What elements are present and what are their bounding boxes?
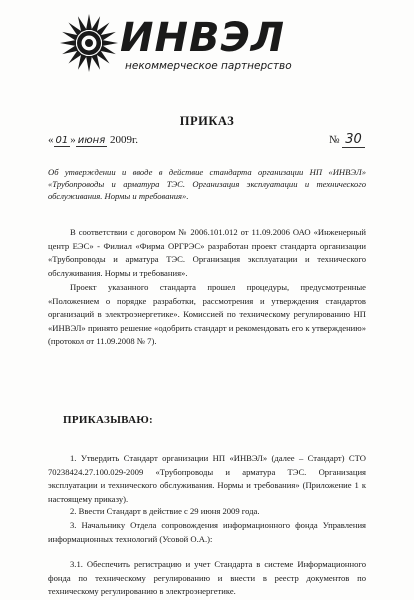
number-handwritten: 30	[342, 132, 365, 148]
order-item-1: 1. Утвердить Стандарт организации НП «ИНВЭЛ» (далее – Стандарт) СТО 70238424.27.100.029-2009 «Трубопроводы и арматура ТЭС. Организация эксплуатации и технического обслуживания. Нормы и требования» (Приложение 1 к настоящему приказу).	[48, 453, 366, 504]
brand-tagline: некоммерческое партнерство	[125, 60, 292, 72]
order-item-2: 2. Ввести Стандарт в действие с 29 июня 2009 года.	[70, 506, 260, 516]
order-item-3-1: 3.1. Обеспечить регистрацию и учет Стандарта в системе Информационного фонда по техническому регулированию и внести в реестр документов по техническому регулированию в электроэнергетике.	[48, 559, 366, 596]
letterhead-logo	[58, 10, 318, 80]
document-date	[48, 134, 138, 146]
brand-name: ИНВЭЛ	[120, 15, 286, 61]
date-close-quote: »	[70, 134, 76, 146]
document-subject: Об утверждении и вводе в действие стандарта организации НП «ИНВЭЛ» «Трубопроводы и арматура ТЭС. Организация эксплуатации и технического обслуживания. Нормы и требования».	[48, 167, 366, 201]
body-paragraph-1: В соответствии с договором № 2006.101.012 от 11.09.2006 ОАО «Инженерный центр ЕЭС» - Филиал «Фирма ОРГРЭС» разработан проект стандарта организации «Трубопроводы и арматура ТЭС. Организация эксплуатации и технического обслуживания. Нормы и требования».	[48, 227, 366, 278]
document-title: ПРИКАЗ	[179, 114, 235, 128]
document-number	[329, 132, 365, 147]
date-year: 2009г.	[109, 134, 138, 146]
date-month-handwritten: июня	[77, 135, 106, 146]
order-heading: ПРИКАЗЫВАЮ:	[63, 414, 154, 426]
date-open-quote: «	[48, 134, 54, 146]
sun-emblem-icon	[58, 10, 120, 72]
number-sign: №	[329, 134, 340, 146]
date-day-handwritten: 01	[55, 135, 69, 146]
body-paragraph-2: Проект указанного стандарта прошел процедуры, предусмотренные «Положением о порядке разработки, рассмотрения и утверждения стандартов организаций в электроэнергетике». Комиссией по техническому регулированию НП «ИНВЭЛ» принято решение «одобрить стандарт и рекомендовать его к утверждению» (протокол от 11.09.2008 № 7).	[48, 282, 366, 346]
order-item-3: 3. Начальнику Отдела сопровождения информационного фонда Управления информационных технологий (Усовой О.А.):	[48, 520, 366, 544]
